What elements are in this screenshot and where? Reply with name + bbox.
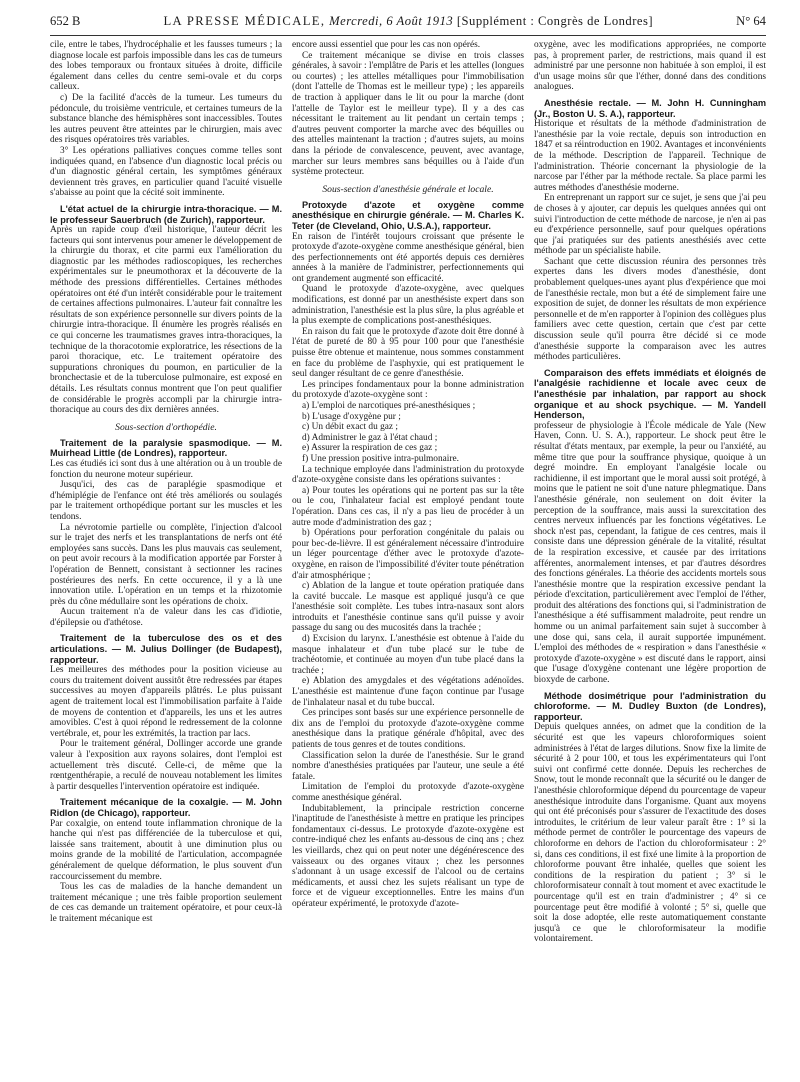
paragraph: Sachant que cette discussion réunira des personnes très expertes dans les divers modes d'anesthésie, dont probablement quelques-unes ayant plus d'expérience que moi de l'anesthésie rectale, mon but a été de simplement faire une exposition de sujet, de donner les résultats de mon expérience personnelle et de m'en rapporter à l'opinion des collègues plus familiers avec cette question, certain que c'est par cette discussion seule qu'il pourra être décidé si ce mode d'anesthésie supporte la comparaison avec les autres méthodes particulières.	[534, 256, 766, 363]
supplement-label: [Supplément : Congrès de Londres]	[456, 14, 654, 28]
list-item: b) L'usage d'oxygène pur ;	[302, 411, 401, 422]
paragraph: professeur de physiologie à l'École médicale de Yale (New Haven, Conn. U. S. A.), rapporteur. Le shock peut être le résultat d'états mentaux, par exemple, la peur ou l'anxiété, au même titre que pour la souffrance physique, quoique à un degré moindre. En employant l'analgésie locale ou rachidienne, il est important que le moral aussi soit protégé, à moins que le patient ne soit d'une nature phlegmatique. Dans l'anesthésie générale, non seulement on doit éviter la perception de la souffrance, mais aussi la surexcitation des centres nerveux influencés par les fonctions végétatives. Le shock n'est pas, cependant, la fatigue de ces centres, mais il consiste dans une dépression générale de la vitalité, résultat de la respiration excessive, et causée par des irritations afférentes, anormalement intenses, et par d'autres désordres des fonctions générales. La théorie des accidents mortels sous l'anesthésie montre que la respiration excessive pendant la période d'excitation, particulièrement avec l'emploi de l'éther, produit des altérations des fonctions qui, si l'administration de l'anesthésique a été suffisamment maladroite, peut rendre un homme ou un animal parfaitement sain sujet à succomber à une dose qui, sans cela, il aurait supportée impunément. L'emploi des méthodes de « respiration » dans l'anesthésie « protoxyde d'azote-oxygène » est discuté dans le rapport, ainsi que l'usage d'oxygène contenant une légère proportion de bioxyde de carbone.	[534, 420, 766, 686]
report-title-spasmodic-paralysis: Traitement de la paralysie spasmodique. — M. Muirhead Little (de Londres), rapporteur.	[50, 437, 282, 459]
report-title-rectal-anesthesia: Anesthésie rectale. — M. John H. Cunningham (Jr., Boston U. S. A.), rapporteur.	[534, 97, 766, 119]
list-item: a) L'emploi de narcotiques pré-anesthésiques ;	[302, 401, 476, 411]
report-title-bone-tuberculosis: Traitement de la tuberculose des os et des articulations. — M. Julius Dollinger (de Budapest), rapporteur.	[50, 633, 282, 665]
section-heading-anesthesia: Sous-section d'anesthésie générale et locale.	[322, 183, 494, 195]
paragraph: Aucun traitement n'a de valeur dans les cas d'idiotie, d'épilepsie ou d'athétose.	[50, 607, 282, 628]
paragraph: a) Pour toutes les opérations qui ne portent pas sur la tête ou le cou, l'inhalateur facial est employé pendant toute l'opération. Dans ces cas, il n'y a pas lieu de procéder à un autre mode d'administration des gaz ;	[292, 485, 524, 528]
paragraph: Ce traitement mécanique se divise en trois classes générales, à savoir : l'emplâtre de Paris et les attelles (longues ou courtes) ; les attelles métalliques pour l'immobilisation (dont l'attelle de Thomas est le meilleur type) ; les appareils de traction à appliquer dans le lit ou pour la marche (dont l'attelle de Taylor est le meilleur type). Il y a des cas nécessitant le traitement au lit pendant un certain temps ; d'autres peuvent comporter la marche avec des béquilles ou des attelles maintenant la traction ; d'autres sujets, au moins dans la période de convalescence, peuvent, avec avantage, marcher sur leurs membres sans béquilles ou à l'aide d'un système protecteur.	[292, 50, 524, 178]
paragraph: encore aussi essentiel que pour les cas non opérés.	[292, 40, 481, 50]
report-title-nitrous-oxide: Protoxyde d'azote et oxygène comme anesthésique en chirurgie générale. — M. Charles K. Teter (de Cleveland, Ohio, U.S.A.), rapporteur.	[292, 199, 524, 231]
report-title-spinal-vs-inhalation: Comparaison des effets immédiats et éloignés de l'analgésie rachidienne et locale avec ceux de l'anesthésie par inhalation, par rapport au shock organique et au shock psychique. — M. Yandell Henderson,	[534, 367, 766, 421]
paragraph: e) Ablation des amygdales et des végétations adénoïdes. L'anesthésie est maintenue d'une façon continue par l'usage de l'inhalateur nasal et du tube buccal.	[292, 676, 524, 708]
paragraph: Les meilleures des méthodes pour la position vicieuse au cours du traitement doivent aussitôt être redressées par étapes successives au moyen d'appareils plâtrés. Le plus puissant agent de traitement local est l'immobilisation parfaite à l'aide de moyens de contention et d'appareils, les uns et les autres amovibles. C'est à quoi répond le redressement de la colonne vertébrale, et, pour les extrémités, la traction par lacs.	[50, 665, 282, 739]
column-2	[292, 40, 524, 1074]
journal-name: LA PRESSE MÉDICALE,	[163, 14, 326, 28]
article-columns	[50, 40, 766, 1074]
paragraph: Indubitablement, la principale restriction concerne l'inaptitude de l'anesthésiste à mettre en pratique les principes fondamentaux ci-dessus. Le protoxyde d'azote-oxygène est contre-indiqué chez les enfants au-dessous de cinq ans ; chez les vieillards, chez qui on peut noter une dégénérescence des vaisseaux ou des organes vitaux ; chez les personnes s'adonnant à un usage excessif de l'alcool ou de certains médicaments, et aussi chez les sujets réalisant un type de force et de vigueur exceptionnelles. Entre les mains d'un opérateur expérimenté, le protoxyde d'azote-	[292, 803, 524, 909]
paragraph: c) Ablation de la langue et toute opération pratiquée dans la cavité buccale. Le masque est appliqué jusqu'à ce que l'anesthésie soit complète. Les tubes intra-nasaux sont alors introduits et l'anesthésie continue sans qu'il puisse y avoir passage du sang ou des mucosités dans la trachée ;	[292, 581, 524, 634]
paragraph: En entreprenant un rapport sur ce sujet, je sens que j'ai peu de choses à y ajouter, car depuis les quelques années qui ont suivi l'introduction de cette méthode de narcose, je n'en ai pas eu d'expérience personnelle, sauf pour quelques opérations que j'ai pratiquées sur des patients anesthésiés avec cette méthode par un spécialiste habile.	[534, 193, 766, 257]
paragraph: cile, entre le tabes, l'hydrocéphalie et les fausses tumeurs ; la diagnose locale est parfois impossible dans les cas de tumeurs des lobes temporaux ou frontaux situées à droite, difficile également dans celles du centre semi-ovale et du corps calleux.	[50, 40, 282, 93]
paragraph: d) Excision du larynx. L'anesthésie est obtenue à l'aide du masque inhalateur et d'un tube placé sur le tube de trachéotomie, et continuée au moyen d'un tube placé dans la trachée ;	[292, 634, 524, 676]
paragraph: Tous les cas de maladies de la hanche demandent un traitement mécanique ; une très faible proportion seulement de ces cas demande un traitement opératoire, et pour ceux-là le traitement mécanique est	[50, 882, 282, 924]
paragraph: Quand le protoxyde d'azote-oxygène, avec quelques modifications, est donné par un anesthésiste expert dans son administration, l'anesthésie est la plus sûre, la plus agréable et la plus exempte de complications post-anesthésiques.	[292, 284, 524, 327]
paragraph: Les principes fondamentaux pour la bonne administration du protoxyde d'azote-oxygène sont :	[292, 379, 524, 401]
paragraph: Jusqu'ici, des cas de paraplégie spasmodique et d'hémiplégie de l'enfance ont été très améliorés ou soulagés par le traitement orthopédique portant sur les muscles et les tendons.	[50, 480, 282, 522]
paragraph: 3° Les opérations palliatives conçues comme telles sont indiquées quand, en l'absence d'un diagnostic local précis ou d'un diagnostic général certain, les symptômes généraux deviennent très graves, en particulier quand l'acuité visuelle s'abaisse au point que la cécité soit imminente.	[50, 145, 282, 199]
paragraph: Classification selon la durée de l'anesthésie. Sur le grand nombre d'anesthésies pratiquées par l'auteur, une seule a été fatale.	[292, 750, 524, 782]
paragraph: Par coxalgie, on entend toute inflammation chronique de la hanche qui n'est pas différenciée de la tuberculose et qui, laissée sans traitement, aboutit à une diminution plus ou moins grande de la mobilité de l'articulation, accompagnée généralement de quelque déformation, le plus souvent d'un raccourcissement du membre.	[50, 818, 282, 882]
list-item: c) Un débit exact du gaz ;	[302, 422, 398, 433]
section-heading-orthopedics: Sous-section d'orthopédie.	[115, 421, 217, 433]
header-rule	[50, 35, 766, 36]
journal-title-line	[163, 14, 653, 29]
paragraph: Les cas étudiés ici sont dus à une altération ou à un trouble de fonction du neurone moteur supérieur.	[50, 458, 282, 480]
list-item: f) Une pression positive intra-pulmonaire.	[302, 453, 459, 464]
paragraph: Ces principes sont basés sur une expérience personnelle de dix ans de l'emploi du protoxyde d'azote-oxygène comme anesthésique dans la pratique générale d'hôpital, avec des patients de tous genres et de toutes conditions.	[292, 708, 524, 750]
report-title-coxalgia: Traitement mécanique de la coxalgie. — M. John Ridlon (de Chicago), rapporteur.	[50, 797, 282, 818]
page-header	[50, 14, 766, 34]
report-title-thoracic-surgery: L'état actuel de la chirurgie intra-thoracique. — M. le professeur Sauerbruch (de Zurich), rapporteur.	[50, 203, 282, 225]
paragraph: En raison de l'intérêt toujours croissant que présente le protoxyde d'azote-oxygène comme anesthésique général, bien des perfectionnements ont été apportés depuis ces dernières années à la manière de l'administrer, perfectionnements qui ont grandement augmenté son efficacité.	[292, 231, 524, 284]
issue-number: N° 64	[736, 14, 766, 28]
paragraph: Historique et résultats de la méthode d'administration de l'anesthésie par la voie rectale, depuis son introduction en 1847 et sa réintroduction en 1902. Avantages et inconvénients de la méthode. Description de l'appareil. Technique de l'administration. Théorie concernant la physiologie de la narcose par l'éther par la méthode rectale. Sa place parmi les autres méthodes d'anesthésie moderne.	[534, 119, 766, 193]
paragraph: En raison du fait que le protoxyde d'azote doit être donné à l'état de pureté de 80 à 95 pour 100 pour que l'anesthésie puisse être obtenue et maintenue, nous sommes constamment en face du problème de l'asphyxie, qui est pratiquement le seul danger résultant de ce genre d'anesthésie.	[292, 326, 524, 380]
page-number: 652 B	[50, 14, 81, 28]
paragraph: Après un rapide coup d'œil historique, l'auteur décrit les facteurs qui sont intervenus pour amener le développement de la chirurgie du thorax, et cite parmi eux l'amélioration du diagnostic par les méthodes radioscopiques, les recherches expérimentales sur le pneumothorax et la découverte de la méthode des pressions différentielles. Certaines méthodes opératoires ont été d'un intérêt considérable pour le traitement de certaines affections pulmonaires. L'auteur fait connaître les résultats de son expérience personnelle sur divers points de la chirurgie intra-thoracique. Il énumère les progrès réalisés en ce qui concerne les traumatismes graves intra-thoraciques, la technique de la thoracotomie exploratrice, les résections de la paroi thoracique, etc. Le traitement opératoire des suppurations chroniques du poumon, en particulier de la bronchectasie et de la tuberculose pulmonaire, est exposé en détails. Les résultats connus montrent que l'on peut qualifier de considérable le progrès accompli par la chirurgie intra-thoracique au cours des dix dernières années.	[50, 225, 282, 416]
paragraph: oxygène, avec les modifications appropriées, ne comporte pas, à proprement parler, de restrictions, mais quand il est administré par une personne non habituée à son emploi, il est d'un usage moins sûr que l'éther, donné dans des conditions analogues.	[534, 40, 766, 93]
issue-date: Mercredi, 6 Août 1913	[329, 14, 454, 28]
paragraph: La technique employée dans l'administration du protoxyde d'azote-oxygène consiste dans les opérations suivantes :	[292, 464, 524, 486]
paragraph: La névrotomie partielle ou complète, l'injection d'alcool sur le trajet des nerfs et les transplantations de nerfs ont été employées sans succès. Dans les plus mauvais cas seulement, on peut avoir recours à la modification apportée par Forster à l'opération de Bennett, consistant à sectionner les racines postérieures des nerfs. En cette occurence, il y a là une innovation utile. L'opération en un temps et la rhizotomie près du cône médullaire sont les opérations de choix.	[50, 522, 282, 607]
paragraph: b) Opérations pour perforation congénitale du palais ou pour bec-de-lièvre. Il est généralement nécessaire d'introduire un léger pourcentage d'éther avec le protoxyde d'azote-oxygène, en raison de l'impossibilité d'éviter toute pénétration d'air atmosphérique ;	[292, 528, 524, 581]
paragraph: Pour le traitement général, Dollinger accorde une grande valeur à l'exposition aux rayons solaires, dont l'emploi est actuellement très discuté. Celle-ci, de même que la rœntgenthérapie, a reculé de nouveau notablement les limites à partir desquelles l'intervention opératoire est indiquée.	[50, 739, 282, 792]
report-title-chloroform-dosimetry: Méthode dosimétrique pour l'administration du chloroforme. — M. Dudley Buxton (de Londres), rapporteur.	[534, 690, 766, 722]
column-3	[534, 40, 766, 1074]
paragraph: Limitation de l'emploi du protoxyde d'azote-oxygène comme anesthésique général.	[292, 782, 524, 803]
list-item: e) Assurer la respiration de ces gaz ;	[302, 443, 438, 454]
list-item: d) Administrer le gaz à l'état chaud ;	[302, 432, 438, 443]
column-1	[50, 40, 282, 1074]
paragraph: c) De la facilité d'accès de la tumeur. Les tumeurs du pédoncule, du troisième ventricule, et certaines tumeurs de la substance blanche des hémisphères sont inaccessibles. Toutes les autres peuvent être atteintes par le chirurgien, mais avec des risques opératoires très variables.	[50, 92, 282, 146]
paragraph: Depuis quelques années, on admet que la condition de la sécurité est que les vapeurs chloroformiques soient administrées à l'état de larges dilutions. Snow fixe la limite de sécurité à 2 pour 100, et tous les expérimentateurs qui l'ont suivi ont confirmé cette donnée. Depuis les recherches de Snow, tout le monde reconnaît que la sécurité ou le danger de l'anesthésie chloroformique dépend du pourcentage de vapeur anesthésique introduite dans l'organisme. Quant aux moyens qui ont été préconisés pour s'assurer de l'exactitude des doses introduites, le critérium de leur valeur paraît être : 1° si la méthode permet de contrôler le pourcentage des vapeurs de chloroforme en dehors de l'action du chloroformisateur : 2° si, dans ces conditions, il est fixé une limite à la proportion de chloroforme pouvant être inhalée, quelles que soient les conditions de la respiration du patient ; 3° si le chloroformisateur connaît à tout moment et avec exactitude le pourcentage qu'il est en train d'administrer ; 4° si ce pourcentage peut être modifié à volonté ; 5° si, quelle que soit la dose adoptée, elle reste automatiquement constante jusqu'à ce que le chloroformisateur la modifie volontairement.	[534, 722, 766, 945]
